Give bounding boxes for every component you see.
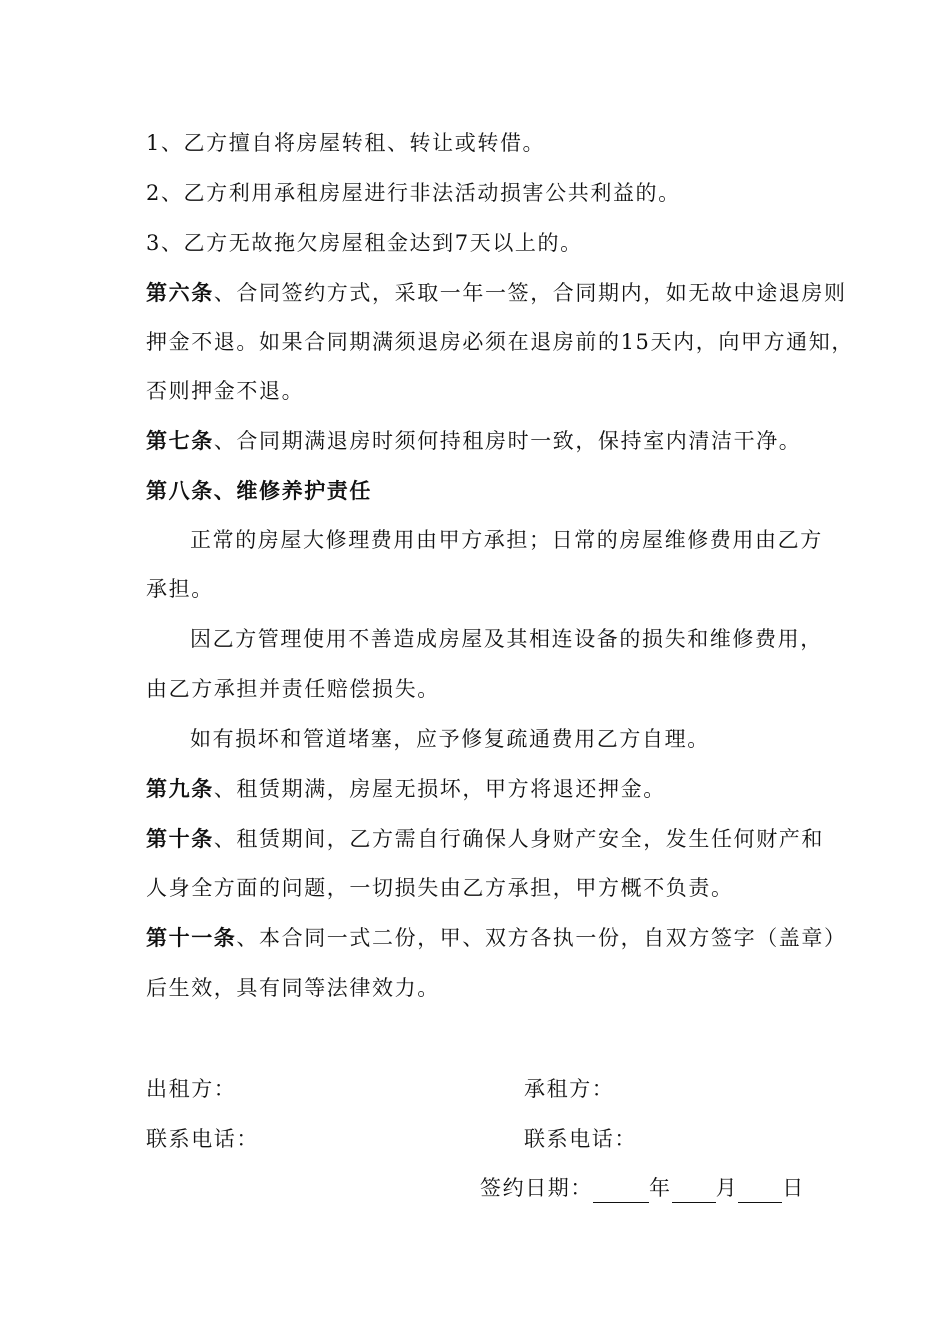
- clause-10-line-2: 人身全方面的问题，一切损失由乙方承担，甲方概不负责。: [146, 876, 734, 900]
- clause-9-line-1: [146, 774, 666, 804]
- clause-11-line-1: [146, 923, 847, 953]
- clause-11-line-2: 后生效，具有同等法律效力。: [146, 976, 440, 1000]
- clause-10-label: 第十条: [146, 826, 214, 851]
- clause-7-label: 第七条: [146, 428, 214, 453]
- clause-8-p1-line-1: 正常的房屋大修理费用由甲方承担；日常的房屋维修费用由乙方: [190, 528, 823, 552]
- clause-9-text: 、租赁期满，房屋无损坏，甲方将退还押金。: [213, 777, 666, 801]
- clause-7-line-1: [146, 426, 801, 456]
- signing-date-label: 签约日期：: [480, 1176, 593, 1200]
- lessee-phone-label: 联系电话：: [524, 1127, 637, 1151]
- day-blank: [738, 1180, 782, 1203]
- clause-7-text: 、合同期满退房时须何持租房时一致，保持室内清洁干净。: [213, 429, 802, 453]
- month-blank: [672, 1180, 716, 1203]
- clause-8-p2-line-2: 由乙方承担并责任赔偿损失。: [146, 677, 440, 701]
- signing-date: [480, 1173, 805, 1203]
- clause-8-heading: 第八条、维修养护责任: [146, 478, 372, 503]
- clause-6-line-2: 押金不退。如果合同期满须退房必须在退房前的15天内，向甲方通知，: [146, 330, 854, 354]
- lessor-label: 出租方：: [146, 1077, 237, 1101]
- lessee-label: 承租方：: [524, 1077, 615, 1101]
- clause-6-line-1: [146, 278, 847, 308]
- clause-5-item-3: 3、乙方无故拖欠房屋租金达到7天以上的。: [146, 231, 583, 255]
- clause-5-item-2: 2、乙方利用承租房屋进行非法活动损害公共利益的。: [146, 181, 681, 205]
- lessor-phone-label: 联系电话：: [146, 1127, 259, 1151]
- clause-10-text: 、租赁期间，乙方需自行确保人身财产安全，发生任何财产和: [213, 827, 825, 851]
- clause-6-label: 第六条: [146, 280, 214, 305]
- year-label: 年: [649, 1176, 672, 1200]
- clause-5-item-1: 1、乙方擅自将房屋转租、转让或转借。: [146, 131, 546, 155]
- clause-8-p3-line-1: 如有损坏和管道堵塞，应予修复疏通费用乙方自理。: [190, 727, 710, 751]
- clause-11-label: 第十一条: [146, 925, 237, 950]
- clause-11-text: 、本合同一式二份，甲、双方各执一份，自双方签字（盖章）: [236, 926, 847, 950]
- day-label: 日: [782, 1176, 805, 1200]
- clause-10-line-1: [146, 824, 824, 854]
- clause-6-text: 、合同签约方式，采取一年一签，合同期内，如无故中途退房则: [213, 281, 847, 305]
- clause-8-p1-line-2: 承担。: [146, 577, 214, 601]
- clause-6-line-3: 否则押金不退。: [146, 379, 305, 403]
- clause-8-p2-line-1: 因乙方管理使用不善造成房屋及其相连设备的损失和维修费用，: [190, 627, 823, 651]
- month-label: 月: [715, 1176, 739, 1200]
- year-blank: [593, 1180, 649, 1203]
- clause-9-label: 第九条: [146, 776, 214, 801]
